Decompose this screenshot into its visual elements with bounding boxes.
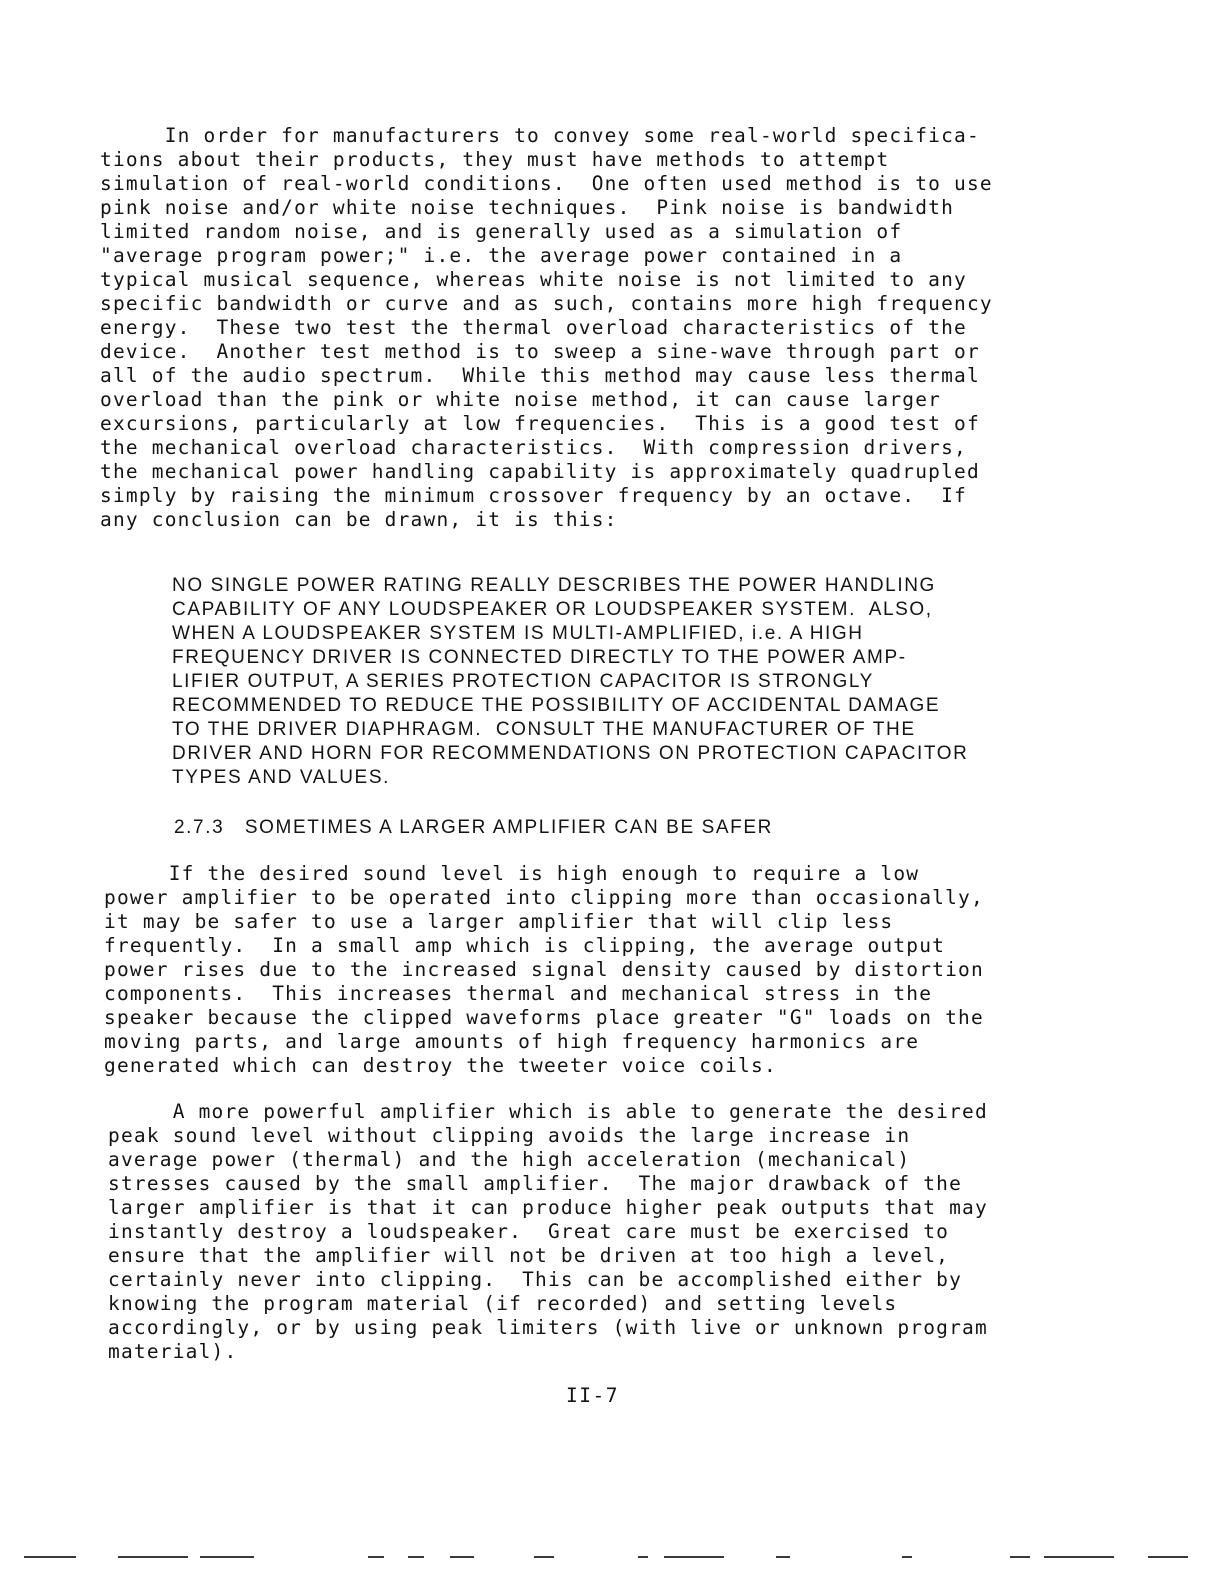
conclusion-line: NO SINGLE POWER RATING REALLY DESCRIBES THE POWER HANDLING [172, 575, 936, 596]
text-line: excursions, particularly at low frequencies. This is a good test of [100, 412, 980, 435]
text-line: power rises due to the increased signal density caused by distortion [104, 958, 984, 981]
text-line: overload than the pink or white noise method, it can cause larger [100, 388, 942, 411]
text-line: certainly never into clipping. This can be accomplished either by [108, 1268, 963, 1291]
text-line: larger amplifier is that it can produce higher peak outputs that may [108, 1196, 988, 1219]
scan-mark [118, 1556, 188, 1558]
text-line: components. This increases thermal and mechanical stress in the [104, 982, 933, 1005]
text-line: energy. These two test the thermal overload characteristics of the [100, 316, 967, 339]
conclusion-line: CAPABILITY OF ANY LOUDSPEAKER OR LOUDSPEAKER SYSTEM. ALSO, [172, 599, 933, 620]
text-line: instantly destroy a loudspeaker. Great care must be exercised to [108, 1220, 950, 1243]
text-line: moving parts, and large amounts of high frequency harmonics are [104, 1030, 920, 1053]
conclusion-line: WHEN A LOUDSPEAKER SYSTEM IS MULTI-AMPLIFIED, i.e. A HIGH [172, 623, 864, 644]
text-line: limited random noise, and is generally used as a simulation of [100, 220, 903, 243]
conclusion-line: LIFIER OUTPUT, A SERIES PROTECTION CAPACITOR IS STRONGLY [172, 671, 874, 692]
text-line: simply by raising the minimum crossover frequency by an octave. If [100, 484, 967, 507]
scan-mark [534, 1556, 554, 1558]
text-line: material). [108, 1340, 238, 1363]
scan-mark [1044, 1556, 1114, 1558]
text-line: tions about their products, they must have methods to attempt [100, 148, 890, 171]
conclusion-line: FREQUENCY DRIVER IS CONNECTED DIRECTLY TO THE POWER AMP- [172, 647, 907, 668]
text-line: stresses caused by the small amplifier. The major drawback of the [108, 1172, 963, 1195]
text-line: accordingly, or by using peak limiters (with live or unknown program [108, 1316, 988, 1339]
scan-mark [902, 1556, 912, 1558]
text-line: average power (thermal) and the high acceleration (mechanical) [108, 1148, 911, 1171]
text-line: frequently. In a small amp which is clipping, the average output [104, 934, 946, 957]
text-line: In order for manufacturers to convey some real-world specifica- [100, 124, 980, 147]
text-line: the mechanical power handling capability is approximately quadrupled [100, 460, 980, 483]
conclusion-line: DRIVER AND HORN FOR RECOMMENDATIONS ON PROTECTION CAPACITOR [172, 743, 969, 764]
text-line: If the desired sound level is high enough to require a low [104, 862, 920, 885]
text-line: "average program power;" i.e. the average power contained in a [100, 244, 903, 267]
conclusion-line: TO THE DRIVER DIAPHRAGM. CONSULT THE MANUFACTURER OF THE [172, 719, 916, 740]
scan-mark [408, 1556, 424, 1558]
text-line: specific bandwidth or curve and as such, contains more high frequency [100, 292, 993, 315]
conclusion-line: TYPES AND VALUES. [172, 767, 390, 788]
text-line: peak sound level without clipping avoids the large increase in [108, 1124, 911, 1147]
conclusion-line: RECOMMENDED TO REDUCE THE POSSIBILITY OF ACCIDENTAL DAMAGE [172, 695, 941, 716]
scan-mark [638, 1556, 648, 1558]
text-line: any conclusion can be drawn, it is this: [100, 508, 618, 531]
section-heading: 2.7.3 SOMETIMES A LARGER AMPLIFIER CAN BE SAFER [174, 817, 773, 838]
text-line: knowing the program material (if recorded) and setting levels [108, 1292, 898, 1315]
scan-mark [200, 1556, 254, 1558]
text-line: pink noise and/or white noise techniques. Pink noise is bandwidth [100, 196, 955, 219]
text-line: all of the audio spectrum. While this method may cause less thermal [100, 364, 980, 387]
text-line: the mechanical overload characteristics. With compression drivers, [100, 436, 967, 459]
scan-mark [368, 1556, 384, 1558]
text-line: A more powerful amplifier which is able to generate the desired [108, 1100, 988, 1123]
text-line: ensure that the amplifier will not be driven at too high a level, [108, 1244, 950, 1267]
text-line: simulation of real-world conditions. One often used method is to use [100, 172, 993, 195]
page-number: II-7 [566, 1384, 619, 1407]
scan-mark [1148, 1556, 1188, 1558]
text-line: it may be safer to use a larger amplifier that will clip less [104, 910, 894, 933]
scan-mark [450, 1556, 474, 1558]
scan-mark [1010, 1556, 1030, 1558]
scan-mark [664, 1556, 724, 1558]
text-line: generated which can destroy the tweeter voice coils. [104, 1054, 777, 1077]
text-line: speaker because the clipped waveforms place greater "G" loads on the [104, 1006, 984, 1029]
text-line: typical musical sequence, whereas white noise is not limited to any [100, 268, 967, 291]
text-line: power amplifier to be operated into clipping more than occasionally, [104, 886, 984, 909]
scan-mark [776, 1556, 790, 1558]
scan-mark [24, 1556, 76, 1558]
text-line: device. Another test method is to sweep a sine-wave through part or [100, 340, 980, 363]
